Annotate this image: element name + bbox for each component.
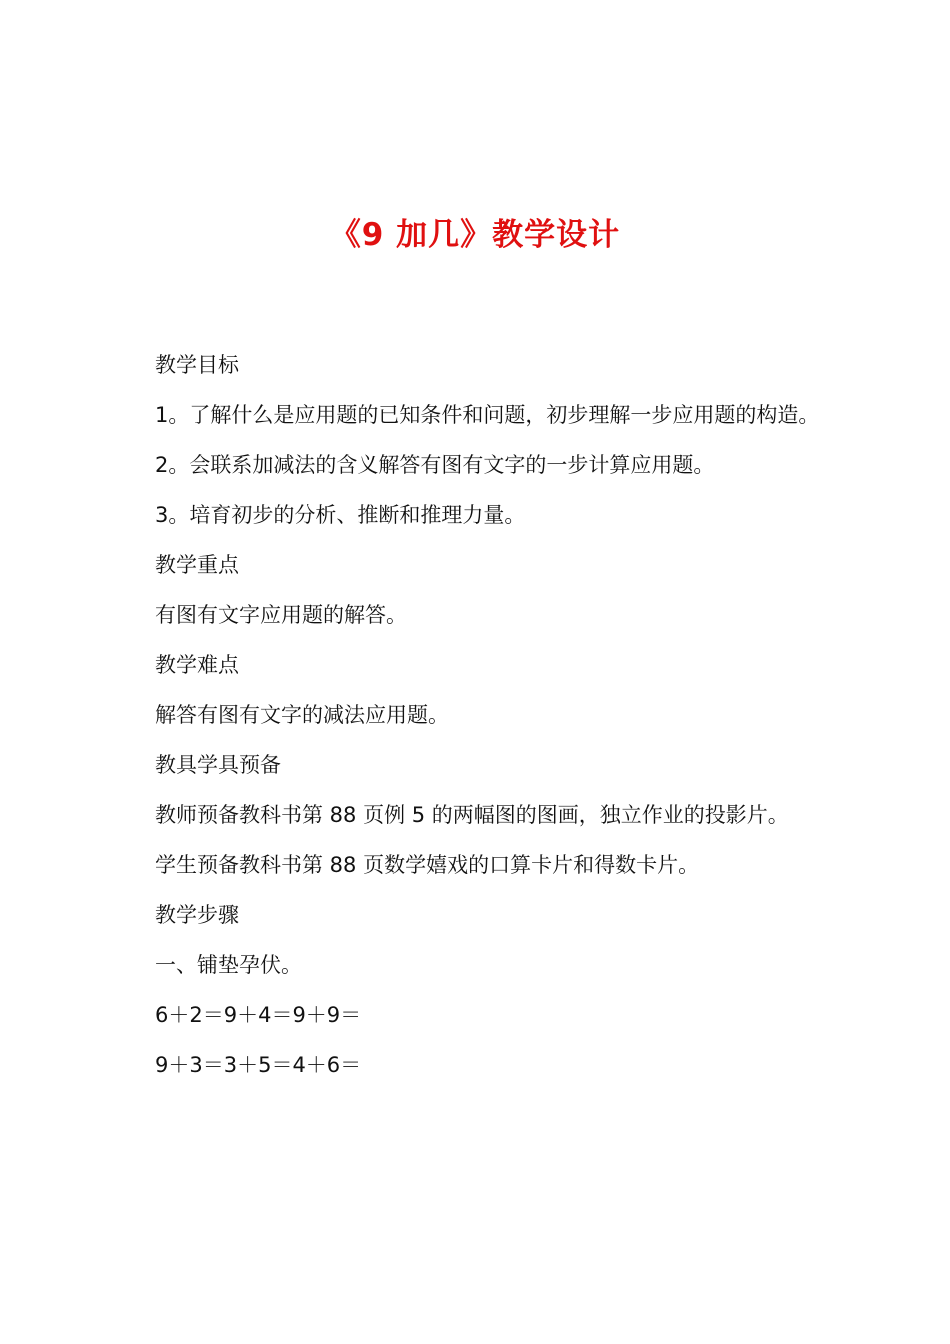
heading-steps: 教学步骤	[155, 903, 239, 927]
step-1-title: 一、铺垫孕伏。	[155, 953, 302, 977]
heading-teaching-objectives: 教学目标	[155, 353, 239, 377]
document-body	[125, 340, 845, 1090]
exercise-row-1: 6＋2＝9＋4＝9＋9＝	[155, 1003, 362, 1027]
objective-item-2: 2。会联系加减法的含义解答有图有文字的一步计算应用题。	[155, 453, 715, 477]
key-points-text: 有图有文字应用题的解答。	[155, 603, 407, 627]
heading-key-points: 教学重点	[155, 553, 239, 577]
exercise-row-2: 9＋3＝3＋5＝4＋6＝	[155, 1053, 362, 1077]
materials-student: 学生预备教科书第 88 页数学嬉戏的口算卡片和得数卡片。	[155, 853, 700, 877]
difficulties-text: 解答有图有文字的减法应用题。	[155, 703, 449, 727]
heading-difficulties: 教学难点	[155, 653, 239, 677]
heading-materials: 教具学具预备	[155, 753, 281, 777]
objective-item-3: 3。培育初步的分析、推断和推理力量。	[155, 503, 526, 527]
document-title: 《9 加几》教学设计	[329, 217, 621, 253]
objective-item-1: 1。了解什么是应用题的已知条件和问题，初步理解一步应用题的构造。	[155, 403, 820, 427]
materials-teacher: 教师预备教科书第 88 页例 5 的两幅图的图画，独立作业的投影片。	[155, 803, 789, 827]
